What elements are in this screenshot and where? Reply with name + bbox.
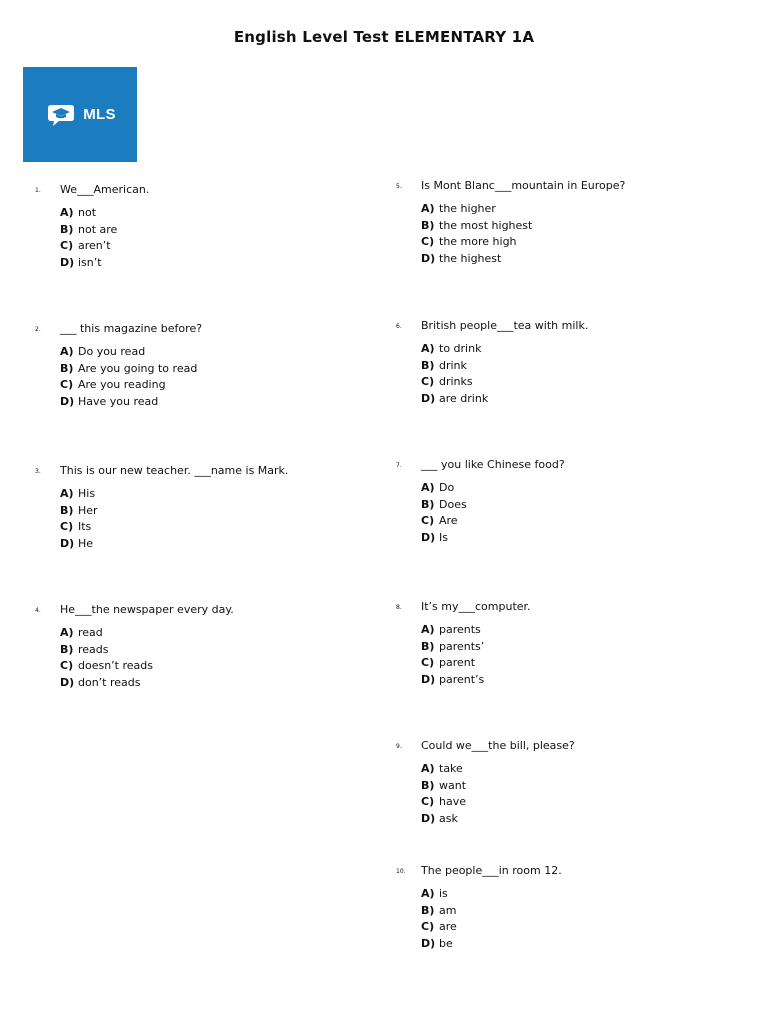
option-letter: A) — [60, 626, 74, 639]
answer-option-c[interactable] — [421, 920, 457, 937]
option-text: the more high — [439, 235, 517, 248]
question-7 — [396, 458, 726, 544]
question-header — [35, 603, 365, 619]
question-1 — [35, 183, 365, 269]
option-letter: B) — [60, 361, 74, 375]
answer-option-d[interactable] — [421, 937, 457, 954]
option-text: not — [78, 206, 97, 219]
option-text: Are — [439, 514, 458, 527]
mls-logo — [23, 67, 137, 162]
question-text: The people___in room 12. — [421, 864, 562, 877]
question-text: It’s my___computer. — [421, 600, 531, 613]
answer-options — [60, 206, 117, 272]
option-letter: D) — [421, 672, 436, 686]
option-text: parents’ — [439, 639, 485, 653]
answer-option-a[interactable] — [421, 623, 484, 640]
option-text: am — [439, 903, 457, 917]
question-number: 10. — [396, 868, 406, 875]
option-text: isn’t — [78, 255, 102, 269]
option-text: doesn’t reads — [78, 659, 153, 672]
option-text: aren’t — [78, 239, 111, 252]
option-text: drinks — [439, 375, 473, 388]
answer-option-c[interactable] — [60, 239, 117, 256]
option-letter: C) — [60, 659, 74, 672]
option-letter: B) — [60, 503, 74, 517]
option-letter: D) — [421, 251, 436, 265]
question-6 — [396, 319, 726, 405]
option-letter: D) — [60, 394, 75, 408]
option-text: Does — [439, 497, 467, 511]
answer-option-d[interactable] — [421, 673, 484, 690]
option-letter: D) — [421, 811, 436, 825]
option-letter: C) — [60, 520, 74, 533]
question-header — [396, 319, 726, 335]
answer-option-d[interactable] — [60, 537, 98, 554]
question-number: 5. — [396, 183, 402, 190]
answer-option-b[interactable] — [421, 640, 484, 657]
answer-option-b[interactable] — [60, 643, 153, 660]
answer-option-b[interactable] — [421, 779, 466, 796]
option-letter: C) — [421, 375, 435, 388]
option-letter: B) — [421, 778, 435, 792]
option-text: want — [439, 778, 467, 792]
answer-option-a[interactable] — [421, 481, 467, 498]
question-header — [396, 179, 726, 195]
question-5 — [396, 179, 726, 265]
option-text: are drink — [439, 391, 489, 405]
option-letter: A) — [421, 202, 435, 215]
question-number: 2. — [35, 326, 41, 333]
option-letter: B) — [60, 222, 74, 236]
question-2 — [35, 322, 365, 408]
option-text: are — [439, 920, 457, 933]
question-number: 1. — [35, 187, 41, 194]
answer-options — [421, 481, 467, 547]
answer-options — [60, 626, 153, 692]
option-text: to drink — [439, 342, 482, 355]
answer-option-c[interactable] — [60, 520, 98, 537]
option-letter: D) — [421, 530, 436, 544]
answer-option-c[interactable] — [60, 659, 153, 676]
option-letter: D) — [60, 675, 75, 689]
option-text: His — [78, 487, 96, 500]
question-number: 8. — [396, 604, 402, 611]
answer-options — [60, 487, 98, 553]
question-text: He___the newspaper every day. — [60, 603, 234, 616]
answer-options — [421, 342, 488, 408]
option-letter: A) — [60, 206, 74, 219]
option-letter: A) — [60, 345, 74, 358]
option-text: Is — [439, 530, 448, 544]
question-text: We___American. — [60, 183, 150, 196]
question-4 — [35, 603, 365, 689]
option-letter: B) — [421, 218, 435, 232]
question-header — [396, 458, 726, 474]
option-letter: C) — [60, 239, 74, 252]
answer-option-b[interactable] — [421, 359, 488, 376]
question-number: 9. — [396, 743, 402, 750]
answer-option-c[interactable] — [421, 375, 488, 392]
answer-option-a[interactable] — [60, 487, 98, 504]
answer-option-c[interactable] — [421, 514, 467, 531]
answer-option-b[interactable] — [421, 904, 457, 921]
option-text: Are you going to read — [78, 361, 198, 375]
answer-options — [421, 887, 457, 953]
option-letter: C) — [421, 795, 435, 808]
question-header — [35, 183, 365, 199]
question-header — [35, 464, 365, 480]
question-number: 6. — [396, 323, 402, 330]
question-text: British people___tea with milk. — [421, 319, 589, 332]
question-text: Is Mont Blanc___mountain in Europe? — [421, 179, 626, 192]
question-text: This is our new teacher. ___name is Mark. — [60, 464, 289, 477]
question-header — [396, 600, 726, 616]
option-letter: C) — [421, 514, 435, 527]
answer-option-b[interactable] — [60, 223, 117, 240]
option-letter: B) — [60, 642, 74, 656]
option-text: the most highest — [439, 218, 533, 232]
graduation-cap-speech-bubble-icon — [44, 103, 78, 127]
option-text: drink — [439, 358, 467, 372]
answer-option-a[interactable] — [421, 762, 466, 779]
answer-option-d[interactable] — [421, 812, 466, 829]
option-text: Its — [78, 520, 92, 533]
option-text: Are you reading — [78, 378, 166, 391]
option-letter: C) — [60, 378, 74, 391]
option-letter: B) — [421, 639, 435, 653]
option-letter: A) — [421, 342, 435, 355]
question-text: ___ you like Chinese food? — [421, 458, 565, 471]
answer-option-a[interactable] — [421, 202, 532, 219]
answer-option-d[interactable] — [421, 252, 532, 269]
option-text: have — [439, 795, 466, 808]
option-letter: D) — [421, 936, 436, 950]
question-header — [35, 322, 365, 338]
logo-content — [44, 103, 116, 127]
question-8 — [396, 600, 726, 686]
option-text: parents — [439, 623, 481, 636]
answer-option-c[interactable] — [60, 378, 197, 395]
option-text: the highest — [439, 251, 502, 265]
option-letter: A) — [421, 762, 435, 775]
answer-options — [60, 345, 197, 411]
option-text: reads — [78, 642, 109, 656]
answer-option-a[interactable] — [60, 345, 197, 362]
answer-option-b[interactable] — [60, 504, 98, 521]
option-text: the higher — [439, 202, 496, 215]
answer-option-c[interactable] — [421, 235, 532, 252]
option-letter: B) — [421, 903, 435, 917]
answer-option-a[interactable] — [421, 887, 457, 904]
option-letter: B) — [421, 497, 435, 511]
answer-option-d[interactable] — [421, 531, 467, 548]
answer-option-c[interactable] — [421, 795, 466, 812]
answer-option-d[interactable] — [60, 395, 197, 412]
option-letter: C) — [421, 656, 435, 669]
option-letter: C) — [421, 920, 435, 933]
option-text: don’t reads — [78, 675, 141, 689]
page-title: English Level Test ELEMENTARY 1A — [233, 28, 535, 46]
option-letter: D) — [60, 255, 75, 269]
option-text: read — [78, 626, 103, 639]
question-number: 7. — [396, 462, 402, 469]
option-text: is — [439, 887, 448, 900]
answer-option-b[interactable] — [421, 498, 467, 515]
answer-options — [421, 762, 466, 828]
answer-option-d[interactable] — [421, 392, 488, 409]
answer-option-b[interactable] — [421, 219, 532, 236]
question-text: Could we___the bill, please? — [421, 739, 575, 752]
option-text: Do you read — [78, 345, 146, 358]
answer-option-a[interactable] — [421, 342, 488, 359]
option-text: parent’s — [439, 672, 485, 686]
answer-options — [421, 202, 532, 268]
question-text: ___ this magazine before? — [60, 322, 203, 335]
option-letter: A) — [421, 481, 435, 494]
question-3 — [35, 464, 365, 550]
option-letter: A) — [421, 623, 435, 636]
answer-option-d[interactable] — [60, 676, 153, 693]
option-letter: D) — [421, 391, 436, 405]
question-number: 4. — [35, 607, 41, 614]
answer-option-c[interactable] — [421, 656, 484, 673]
option-letter: A) — [421, 887, 435, 900]
option-text: Her — [78, 503, 98, 517]
option-text: not are — [78, 222, 118, 236]
option-text: ask — [439, 811, 458, 825]
option-text: Have you read — [78, 394, 159, 408]
answer-options — [421, 623, 484, 689]
question-number: 3. — [35, 468, 41, 475]
option-letter: C) — [421, 235, 435, 248]
answer-option-b[interactable] — [60, 362, 197, 379]
answer-option-a[interactable] — [60, 626, 153, 643]
question-10 — [396, 864, 726, 950]
option-text: Do — [439, 481, 455, 494]
question-header — [396, 864, 726, 880]
question-header — [396, 739, 726, 755]
option-text: He — [78, 536, 94, 550]
option-letter: A) — [60, 487, 74, 500]
question-9 — [396, 739, 726, 825]
option-text: take — [439, 762, 463, 775]
option-text: parent — [439, 656, 476, 669]
logo-text: MLS — [83, 106, 116, 123]
answer-option-d[interactable] — [60, 256, 117, 273]
answer-option-a[interactable] — [60, 206, 117, 223]
option-letter: D) — [60, 536, 75, 550]
option-letter: B) — [421, 358, 435, 372]
option-text: be — [439, 936, 453, 950]
